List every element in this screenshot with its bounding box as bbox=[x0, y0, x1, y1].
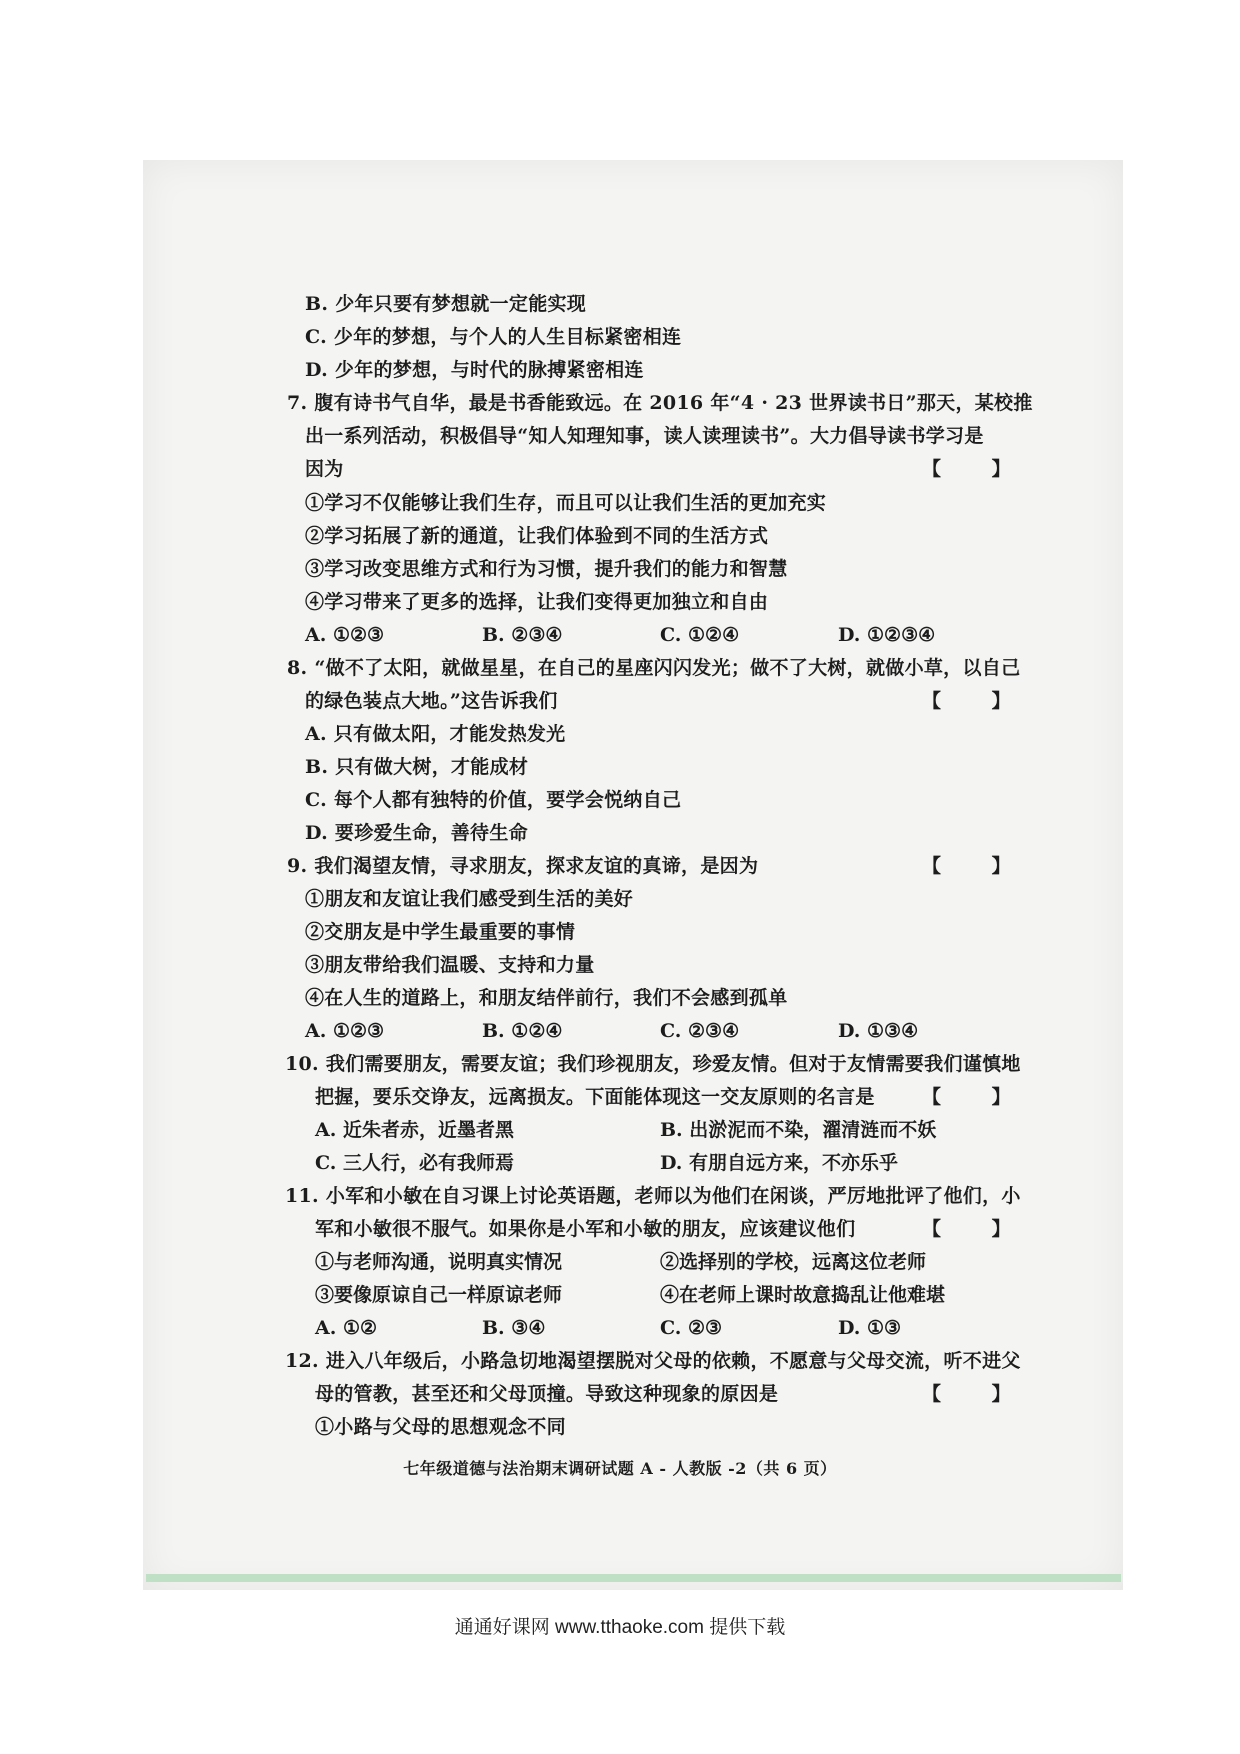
download-credit: 通通好课网 www.tthaoke.com 提供下载 bbox=[454, 1617, 786, 1638]
q9-stem-line1: 9. 我们渴望友情，寻求朋友，探求友谊的真谛，是因为 bbox=[287, 855, 759, 877]
q8-option-b: B. 只有做大树，才能成材 bbox=[305, 756, 529, 778]
q11-statement-2: ②选择别的学校，远离这位老师 bbox=[660, 1251, 927, 1273]
q7-choice-c: C. ①②④ bbox=[660, 624, 740, 646]
q12-stem-line2: 母的管教，甚至还和父母顶撞。导致这种现象的原因是 bbox=[315, 1383, 779, 1405]
q12-statement-1: ①小路与父母的思想观念不同 bbox=[315, 1416, 566, 1438]
q8-stem-line1: 8. “做不了太阳，就做星星，在自己的星座闪闪发光；做不了大树，就做小草，以自己 bbox=[287, 657, 1021, 679]
q9-choice-c: C. ②③④ bbox=[660, 1020, 740, 1042]
q8-option-c: C. 每个人都有独特的价值，要学会悦纳自己 bbox=[305, 789, 682, 811]
q11-stem-line1: 11. 小军和小敏在自习课上讨论英语题，老师以为他们在闲谈，严厉地批评了他们，小 bbox=[285, 1185, 1021, 1207]
q6-option-b: B. 少年只要有梦想就一定能实现 bbox=[305, 293, 587, 315]
q9-choice-b: B. ①②④ bbox=[482, 1020, 563, 1042]
q7-answer-bracket: 【 】 bbox=[922, 458, 1033, 480]
q7-choice-d: D. ①②③④ bbox=[838, 624, 936, 646]
q10-answer-bracket: 【 】 bbox=[922, 1086, 1033, 1108]
q11-choice-a: A. ①② bbox=[315, 1317, 378, 1339]
q12-answer-bracket: 【 】 bbox=[922, 1383, 1033, 1405]
q12-stem-line1: 12. 进入八年级后，小路急切地渴望摆脱对父母的依赖，不愿意与父母交流，听不进父 bbox=[285, 1350, 1021, 1372]
q8-option-a: A. 只有做太阳，才能发热发光 bbox=[305, 723, 566, 745]
q11-statement-4: ④在老师上课时故意捣乱让他难堪 bbox=[660, 1284, 946, 1306]
q6-option-d: D. 少年的梦想，与时代的脉搏紧密相连 bbox=[305, 359, 644, 381]
q11-statement-3: ③要像原谅自己一样原谅老师 bbox=[315, 1284, 563, 1306]
q7-stem-line2: 出一系列活动，积极倡导“知人知理知事，读人读理读书”。大力倡导读书学习是 bbox=[305, 425, 984, 447]
divider-bar bbox=[146, 1574, 1121, 1582]
q10-choice-a: A. 近朱者赤，近墨者黑 bbox=[315, 1119, 514, 1141]
q10-choice-c: C. 三人行，必有我师焉 bbox=[315, 1152, 515, 1174]
q9-answer-bracket: 【 】 bbox=[922, 855, 1033, 877]
q7-choice-a: A. ①②③ bbox=[305, 624, 385, 646]
q11-statement-1: ①与老师沟通，说明真实情况 bbox=[315, 1251, 563, 1273]
q7-stem-line3: 因为 bbox=[305, 458, 344, 480]
q9-statement-2: ②交朋友是中学生最重要的事情 bbox=[305, 921, 576, 943]
q7-choice-b: B. ②③④ bbox=[482, 624, 563, 646]
q11-choice-b: B. ③④ bbox=[482, 1317, 546, 1339]
q10-stem-line2: 把握，要乐交诤友，远离损友。下面能体现这一交友原则的名言是 bbox=[315, 1086, 875, 1108]
q7-stem-line1: 7. 腹有诗书气自华，最是书香能致远。在 2016 年“4 · 23 世界读书日”那天，某校推 bbox=[287, 392, 1033, 414]
q7-statement-1: ①学习不仅能够让我们生存，而且可以让我们生活的更加充实 bbox=[305, 492, 827, 514]
q11-stem-line2: 军和小敏很不服气。如果你是小军和小敏的朋友，应该建议他们 bbox=[315, 1218, 856, 1240]
q9-choice-d: D. ①③④ bbox=[838, 1020, 919, 1042]
q10-choice-d: D. 有朋自远方来，不亦乐乎 bbox=[660, 1152, 899, 1174]
q9-statement-4: ④在人生的道路上，和朋友结伴前行，我们不会感到孤单 bbox=[305, 987, 788, 1009]
q6-option-c: C. 少年的梦想，与个人的人生目标紧密相连 bbox=[305, 326, 682, 348]
q7-statement-2: ②学习拓展了新的通道，让我们体验到不同的生活方式 bbox=[305, 525, 769, 547]
q9-statement-3: ③朋友带给我们温暖、支持和力量 bbox=[305, 954, 595, 976]
q10-choice-b: B. 出淤泥而不染，濯清涟而不妖 bbox=[660, 1119, 937, 1141]
q8-answer-bracket: 【 】 bbox=[922, 690, 1033, 712]
q9-choice-a: A. ①②③ bbox=[305, 1020, 385, 1042]
q10-stem-line1: 10. 我们需要朋友，需要友谊；我们珍视朋友，珍爱友情。但对于友情需要我们谨慎地 bbox=[285, 1053, 1021, 1075]
q8-stem-line2: 的绿色装点大地。”这告诉我们 bbox=[305, 690, 558, 712]
page-footer: 七年级道德与法治期末调研试题 A - 人教版 -2（共 6 页） bbox=[403, 1459, 837, 1478]
q8-option-d: D. 要珍爱生命，善待生命 bbox=[305, 822, 528, 844]
q7-statement-3: ③学习改变思维方式和行为习惯，提升我们的能力和智慧 bbox=[305, 558, 788, 580]
q7-statement-4: ④学习带来了更多的选择，让我们变得更加独立和自由 bbox=[305, 591, 769, 613]
q11-answer-bracket: 【 】 bbox=[922, 1218, 1033, 1240]
q11-choice-c: C. ②③ bbox=[660, 1317, 723, 1339]
q9-statement-1: ①朋友和友谊让我们感受到生活的美好 bbox=[305, 888, 634, 910]
q11-choice-d: D. ①③ bbox=[838, 1317, 902, 1339]
